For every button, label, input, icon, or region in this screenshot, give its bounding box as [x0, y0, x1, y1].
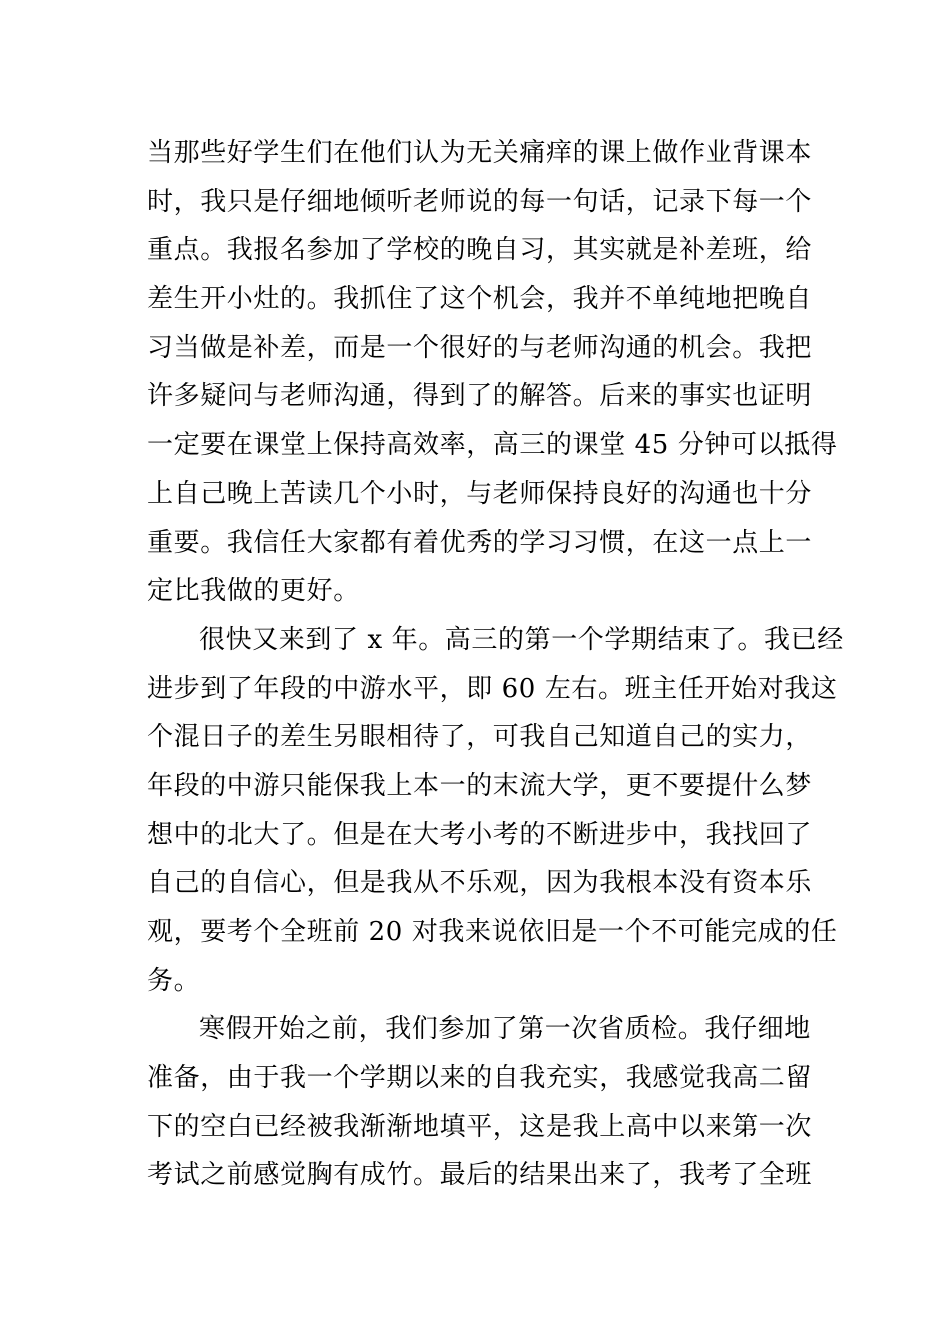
- text-line: 想中的北大了。但是在大考小考的不断进步中，我找回了: [147, 819, 813, 850]
- text-line: 上自己晚上苦读几个小时，与老师保持良好的沟通也十分: [147, 478, 813, 509]
- text-line: 重点。我报名参加了学校的晚自习，其实就是补差班，给: [147, 235, 813, 266]
- text-line: 一定要在课堂上保持高效率，高三的课堂 45 分钟可以抵得: [147, 430, 838, 461]
- paragraph-start-line: 寒假开始之前，我们参加了第一次省质检。我仔细地: [199, 1014, 811, 1045]
- text-line: 自己的自信心，但是我从不乐观，因为我根本没有资本乐: [147, 868, 813, 899]
- text-line: 年段的中游只能保我上本一的末流大学，更不要提什么梦: [147, 770, 813, 801]
- paragraph-start-line: 很快又来到了 x 年。高三的第一个学期结束了。我已经: [199, 624, 844, 655]
- text-line: 考试之前感觉胸有成竹。最后的结果出来了，我考了全班: [147, 1160, 813, 1191]
- text-line: 个混日子的差生另眼相待了，可我自己知道自己的实力，: [147, 722, 813, 753]
- text-line: 重要。我信任大家都有着优秀的学习习惯，在这一点上一: [147, 527, 813, 558]
- text-line: 下的空白已经被我渐渐地填平，这是我上高中以来第一次: [147, 1111, 813, 1142]
- text-line: 观，要考个全班前 20 对我来说依旧是一个不可能完成的任: [147, 917, 838, 947]
- text-line: 许多疑问与老师沟通，得到了的解答。后来的事实也证明: [147, 381, 813, 412]
- text-line: 时，我只是仔细地倾听老师说的每一句话，记录下每一个: [147, 186, 813, 217]
- text-line: 务。: [147, 965, 201, 996]
- text-line: 进步到了年段的中游水平，即 60 左右。班主任开始对我这: [147, 673, 838, 704]
- text-line: 定比我做的更好。: [147, 576, 360, 607]
- text-line: 差生开小灶的。我抓住了这个机会，我并不单纯地把晚自: [147, 284, 813, 315]
- body-text: [147, 129, 844, 1200]
- text-line: 当那些好学生们在他们认为无关痛痒的课上做作业背课本: [147, 138, 813, 168]
- text-line: 习当做是补差，而是一个很好的与老师沟通的机会。我把: [147, 332, 813, 363]
- text-line: 准备，由于我一个学期以来的自我充实，我感觉我高二留: [147, 1063, 813, 1094]
